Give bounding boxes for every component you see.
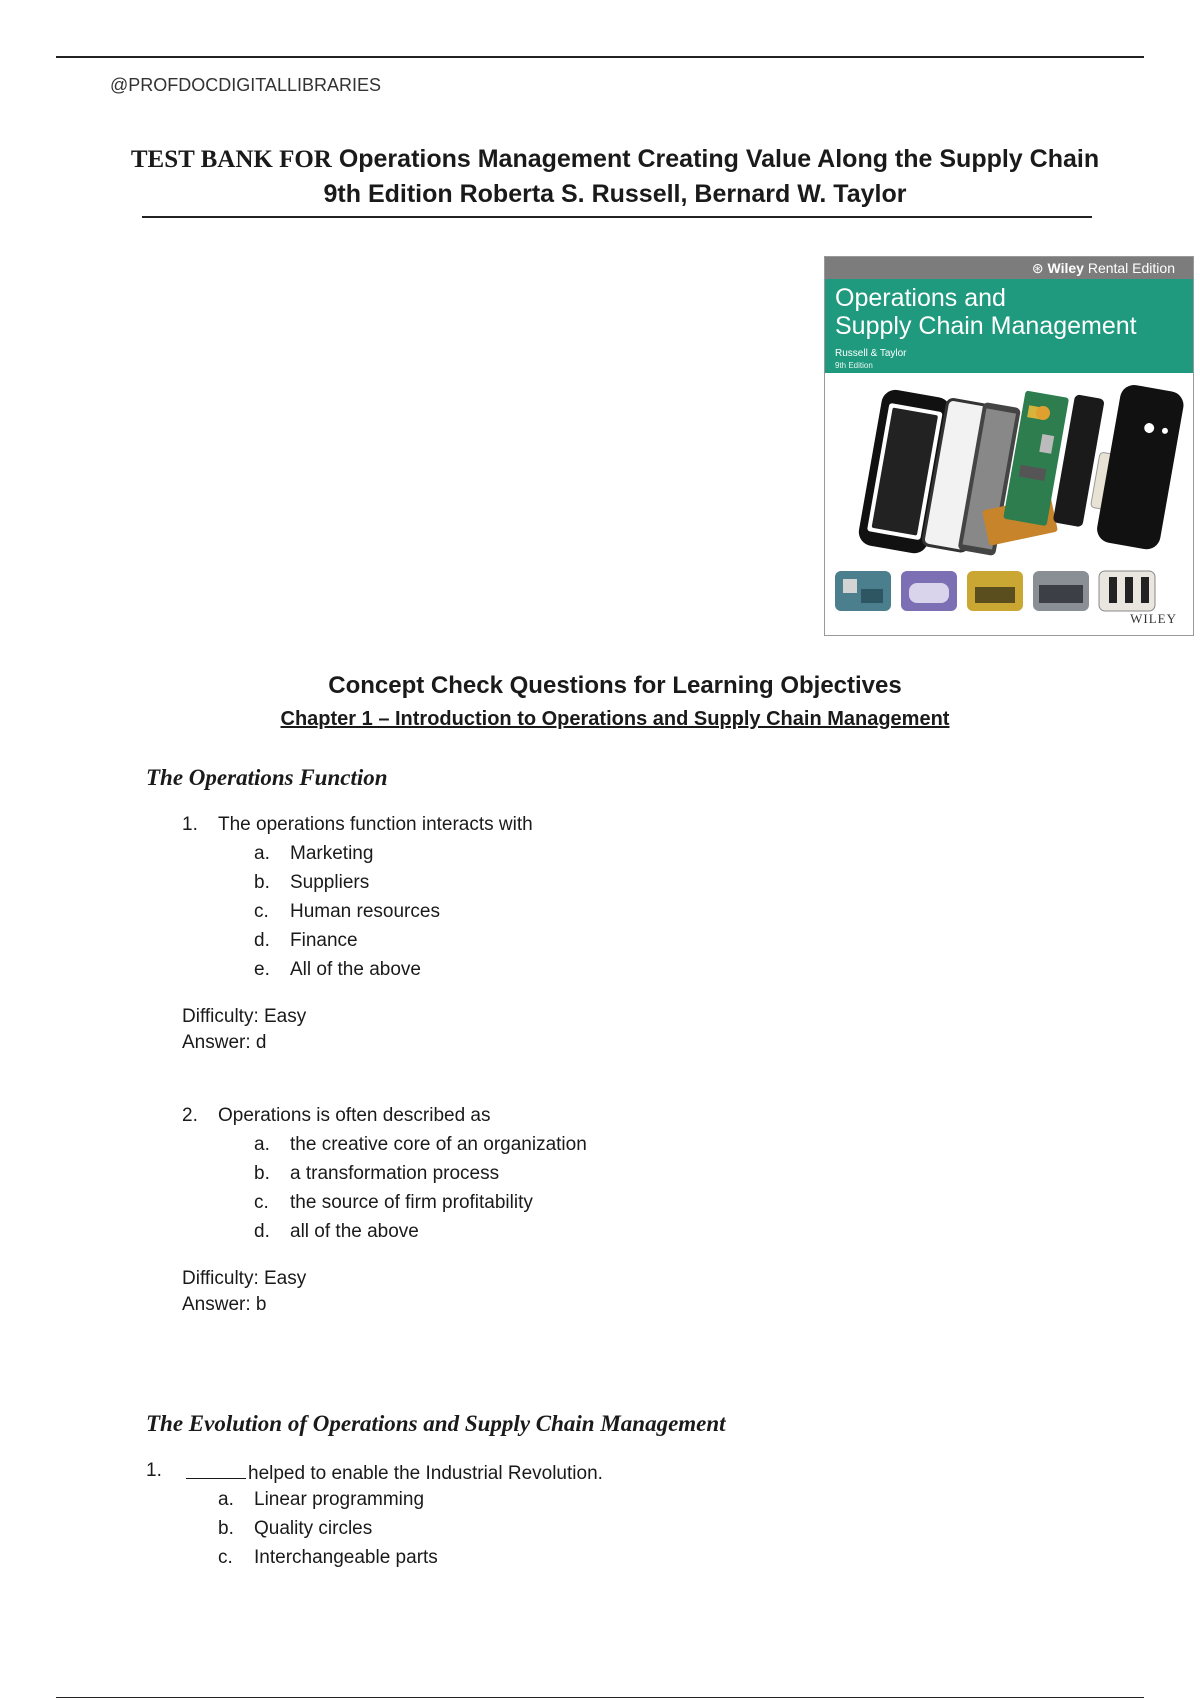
bottom-rule	[56, 1697, 1144, 1698]
cover-title-band	[825, 279, 1193, 373]
answer: Answer: d	[182, 1032, 267, 1053]
section-title: The Evolution of Operations and Supply Chain Management	[146, 1411, 726, 1436]
question-text: Operations is often described as	[218, 1105, 491, 1126]
page-heading: Concept Check Questions for Learning Objectives	[328, 672, 902, 699]
publisher-logo: WILEY	[1130, 611, 1177, 626]
title-line-1: Operations Management Creating Value Along the Supply Chain	[338, 145, 1100, 173]
cover-title: Operations and Supply Chain Management	[835, 284, 1137, 340]
cover-badge: ⊛ Wiley Rental Edition	[1031, 260, 1175, 276]
cover-top-bar	[825, 257, 1193, 279]
cover-authors: Russell & Taylor	[835, 348, 907, 359]
answer: Answer: b	[182, 1294, 267, 1315]
chapter-heading: Chapter 1 – Introduction to Operations and Supply Chain Management	[280, 708, 950, 730]
title-lead: TEST BANK FOR	[130, 146, 332, 173]
book-cover-image	[824, 256, 1194, 636]
question-number: 1.	[182, 814, 198, 835]
section-title: The Operations Function	[146, 765, 388, 790]
question-text: The operations function interacts with	[218, 814, 533, 835]
document-title	[130, 142, 1100, 212]
title-rule	[142, 216, 1092, 218]
question-text: helped to enable the Industrial Revolution.	[186, 1460, 603, 1485]
question-number: 2.	[182, 1105, 198, 1126]
exploded-phone-illustration	[825, 373, 1193, 635]
answer-blank	[186, 1460, 246, 1479]
title-line-2: 9th Edition Roberta S. Russell, Bernard W. Taylor	[323, 180, 907, 208]
watermark: @PROFDOCDIGITALLIBRARIES	[110, 75, 381, 95]
cover-edition: 9th Edition	[835, 361, 873, 370]
difficulty: Difficulty: Easy	[182, 1268, 307, 1289]
question-number: 1.	[146, 1460, 162, 1481]
difficulty: Difficulty: Easy	[182, 1006, 307, 1027]
question-meta	[182, 1266, 306, 1318]
question-meta	[182, 1004, 306, 1056]
top-rule	[56, 56, 1144, 58]
